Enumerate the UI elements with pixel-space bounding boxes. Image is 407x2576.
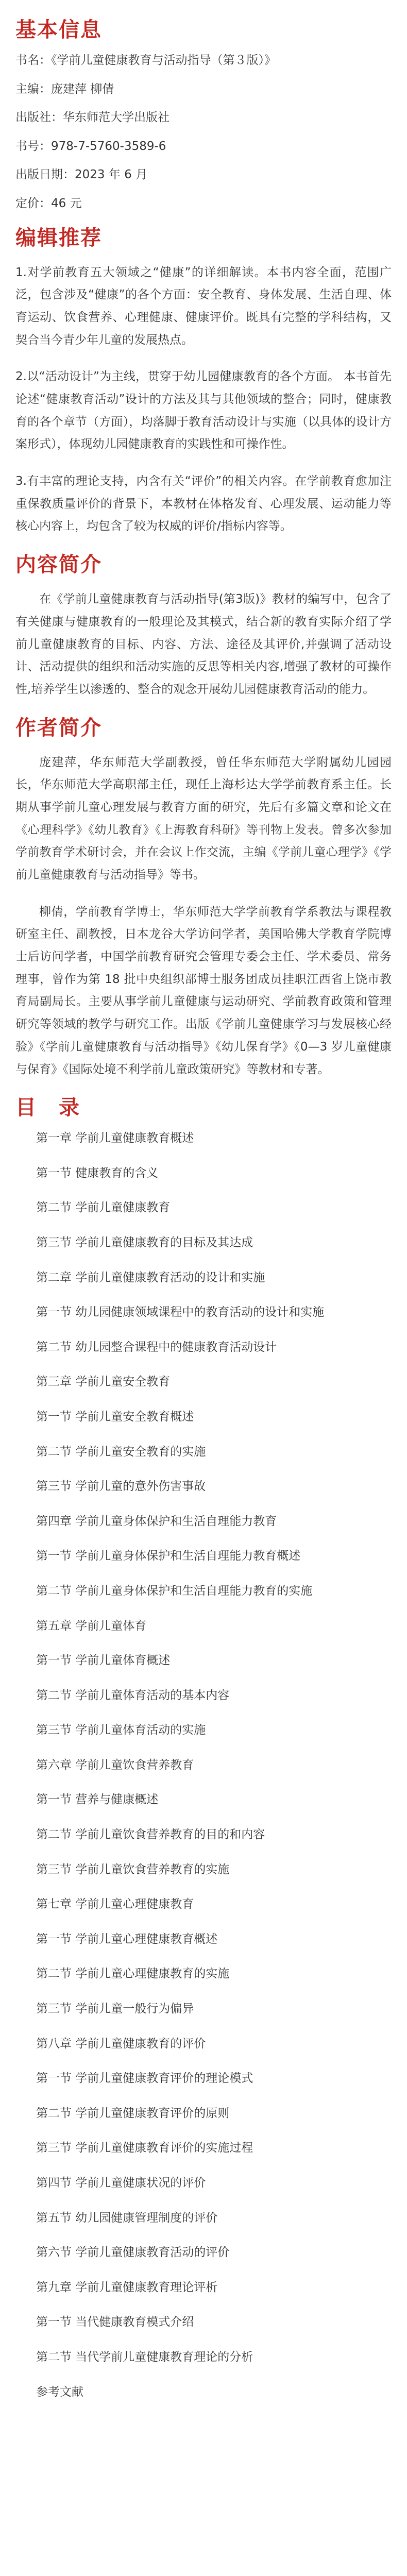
toc-section-item: 第三节 学前儿童健康教育的目标及其达成 bbox=[36, 1235, 253, 1249]
toc-section-item: 第一节 营养与健康概述 bbox=[36, 1793, 159, 1807]
toc-section-item: 第一节 当代健康教育模式介绍 bbox=[36, 2315, 194, 2329]
price-row: 定价：46 元 bbox=[15, 196, 82, 210]
content-intro-heading: 内容简介 bbox=[15, 553, 102, 577]
table-of-contents-section bbox=[15, 1095, 392, 2399]
toc-section-item: 第二节 当代学前儿童健康教育理论的分析 bbox=[36, 2350, 253, 2364]
basic-info-heading: 基本信息 bbox=[15, 18, 102, 42]
author-paragraph: 柳倩，学前教育学博士，华东师范大学学前教育学系教法与课程教研室主任、副教授，日本龙谷大学访问学者，美国哈佛大学教育学院博士后访问学者，中国学前教育研究会管理专委会主任、学术委员、常务理事，曾作为第 18 批中央组织部博士服务团成员挂职江西省上饶市教育局副局长。主要从事学前儿童健康与运动研究、学前教育政策和管理研究等领域的教学与研究工作。出版《学前儿童健康学习与发展核心经验》《学前儿童健康教育与活动指导》《幼儿保育学》《0—3 岁儿童健康与保育》《国际处境不利学前儿童政策研究》等教材和专著。 bbox=[15, 905, 392, 1076]
toc-section-item: 第二节 学前儿童心理健康教育的实施 bbox=[36, 1967, 230, 1981]
toc-section-item: 第二节 学前儿童体育活动的基本内容 bbox=[36, 1688, 230, 1702]
recommend-paragraph: 3.有丰富的理论支持，内含有关“评价”的相关内容。在学前教育愈加注重保教质量评价的背景下，本教材在体格发育、心理发展、运动能力等核心内容上，均包含了较为权威的评价/指标内容等。 bbox=[15, 474, 392, 533]
toc-section-item: 第四节 学前儿童健康状况的评价 bbox=[36, 2176, 206, 2190]
basic-info-section bbox=[15, 18, 392, 211]
toc-section-item: 第二节 学前儿童安全教育的实施 bbox=[36, 1445, 206, 1459]
toc-section-item: 第一节 健康教育的含义 bbox=[36, 1166, 159, 1180]
toc-section-item: 第二节 学前儿童饮食营养教育的目的和内容 bbox=[36, 1828, 265, 1842]
toc-section-item: 第三节 学前儿童饮食营养教育的实施 bbox=[36, 1862, 230, 1876]
toc-section-item: 第三节 学前儿童一般行为偏异 bbox=[36, 2002, 194, 2016]
author-intro-heading: 作者简介 bbox=[15, 716, 102, 740]
toc-chapter-item: 第九章 学前儿童健康教育理论评析 bbox=[36, 2280, 218, 2294]
toc-chapter-item: 第三章 学前儿童安全教育 bbox=[36, 1375, 171, 1389]
recommend-paragraph: 1.对学前教育五大领域之“健康”的详细解读。本书内容全面，范围广泛，包含涉及“健康”的各个方面：安全教育、身体发展、生活自理、体育运动、饮食营养、心理健康、健康评价。既具有完整的学科结构，又契合当今青少年儿童的发展热点。 bbox=[15, 265, 392, 347]
toc-section-item: 第一节 学前儿童健康教育评价的理论模式 bbox=[36, 2072, 253, 2086]
toc-chapter-item: 第二章 学前儿童健康教育活动的设计和实施 bbox=[36, 1270, 265, 1284]
toc-section-item: 第二节 学前儿童健康教育评价的原则 bbox=[36, 2106, 230, 2120]
toc-chapter-item: 第七章 学前儿童心理健康教育 bbox=[36, 1897, 194, 1911]
publisher-row: 出版社：华东师范大学出版社 bbox=[15, 111, 169, 125]
toc-section-item: 第三节 学前儿童体育活动的实施 bbox=[36, 1723, 206, 1737]
toc-section-item: 第二节 幼儿园整合课程中的健康教育活动设计 bbox=[36, 1340, 277, 1354]
toc-references-item: 参考文献 bbox=[36, 2385, 83, 2399]
toc-section-item: 第一节 幼儿园健康领域课程中的教育活动的设计和实施 bbox=[36, 1306, 325, 1319]
publish-date-row: 出版日期：2023 年 6 月 bbox=[15, 168, 148, 182]
toc-chapter-item: 第一章 学前儿童健康教育概述 bbox=[36, 1131, 194, 1145]
isbn-row: 书号：978-7-5760-3589-6 bbox=[15, 139, 166, 153]
intro-paragraph: 在《学前儿童健康教育与活动指导(第3版)》教材的编写中，包含了有关健康与健康教育的一般理论及其模式，结合新的教育实际介绍了学前儿童健康教育的目标、内容、方法、途径及其评价,并强调了活动设计、活动提供的组织和活动实施的反思等相关内容,增强了教材的可操作性,培养学生以渗透的、整合的观念开展幼儿园健康教育活动的能力。 bbox=[15, 592, 392, 696]
toc-section-item: 第一节 学前儿童心理健康教育概述 bbox=[36, 1932, 218, 1946]
book-title-row: 书名：《学前儿童健康教育与活动指导（第３版）》 bbox=[15, 54, 276, 67]
content-intro-section bbox=[15, 552, 392, 701]
toc-chapter-item: 第四章 学前儿童身体保护和生活自理能力教育 bbox=[36, 1514, 277, 1528]
toc-section-item: 第三节 学前儿童健康教育评价的实施过程 bbox=[36, 2141, 253, 2155]
toc-section-item: 第一节 学前儿童身体保护和生活自理能力教育概述 bbox=[36, 1549, 301, 1563]
author-paragraph: 庞建萍，华东师范大学副教授，曾任华东师范大学附属幼儿园园长，华东师范大学高职部主任，现任上海杉达大学学前教育系主任。长期从事学前儿童心理发展与教育方面的研究，先后有多篇文章和论文在《心理科学》《幼儿教育》《上海教育科研》等刊物上发表。曾多次参加学前教育学术研讨会，并在会议上作交流，主编《学前儿童心理学》《学前儿童健康教育与活动指导》等书。 bbox=[15, 755, 392, 882]
toc-section-item: 第六节 学前儿童健康教育活动的评价 bbox=[36, 2246, 230, 2260]
toc-heading: 目 录 bbox=[15, 1096, 80, 1120]
recommend-paragraph: 2.以“活动设计”为主线，贯穿于幼儿园健康教育的各个方面。 本书首先论述“健康教育活动”设计的方法及其与其他领域的整合；同时，健康教育的各个章节（方面），均落脚于教育活动设计与实施（以具体的设计方案形式），体现幼儿园健康教育的实践性和可操作性。 bbox=[15, 370, 392, 451]
toc-section-item: 第二节 学前儿童身体保护和生活自理能力教育的实施 bbox=[36, 1584, 313, 1598]
editor-row: 主编：庞建萍 柳倩 bbox=[15, 82, 114, 96]
toc-chapter-item: 第八章 学前儿童健康教育的评价 bbox=[36, 2037, 206, 2050]
editor-recommend-heading: 编辑推荐 bbox=[15, 226, 102, 250]
toc-section-item: 第一节 学前儿童体育概述 bbox=[36, 1654, 171, 1668]
toc-section-item: 第三节 学前儿童的意外伤害事故 bbox=[36, 1480, 206, 1494]
author-intro-section bbox=[15, 716, 392, 1081]
toc-section-item: 第五节 幼儿园健康管理制度的评价 bbox=[36, 2211, 218, 2225]
editor-recommend-section bbox=[15, 226, 392, 538]
toc-section-item: 第二节 学前儿童健康教育 bbox=[36, 1201, 171, 1215]
toc-chapter-item: 第五章 学前儿童体育 bbox=[36, 1619, 147, 1633]
toc-chapter-item: 第六章 学前儿童饮食营养教育 bbox=[36, 1758, 194, 1772]
toc-section-item: 第一节 学前儿童安全教育概述 bbox=[36, 1410, 194, 1423]
toc-list bbox=[15, 1131, 392, 2399]
